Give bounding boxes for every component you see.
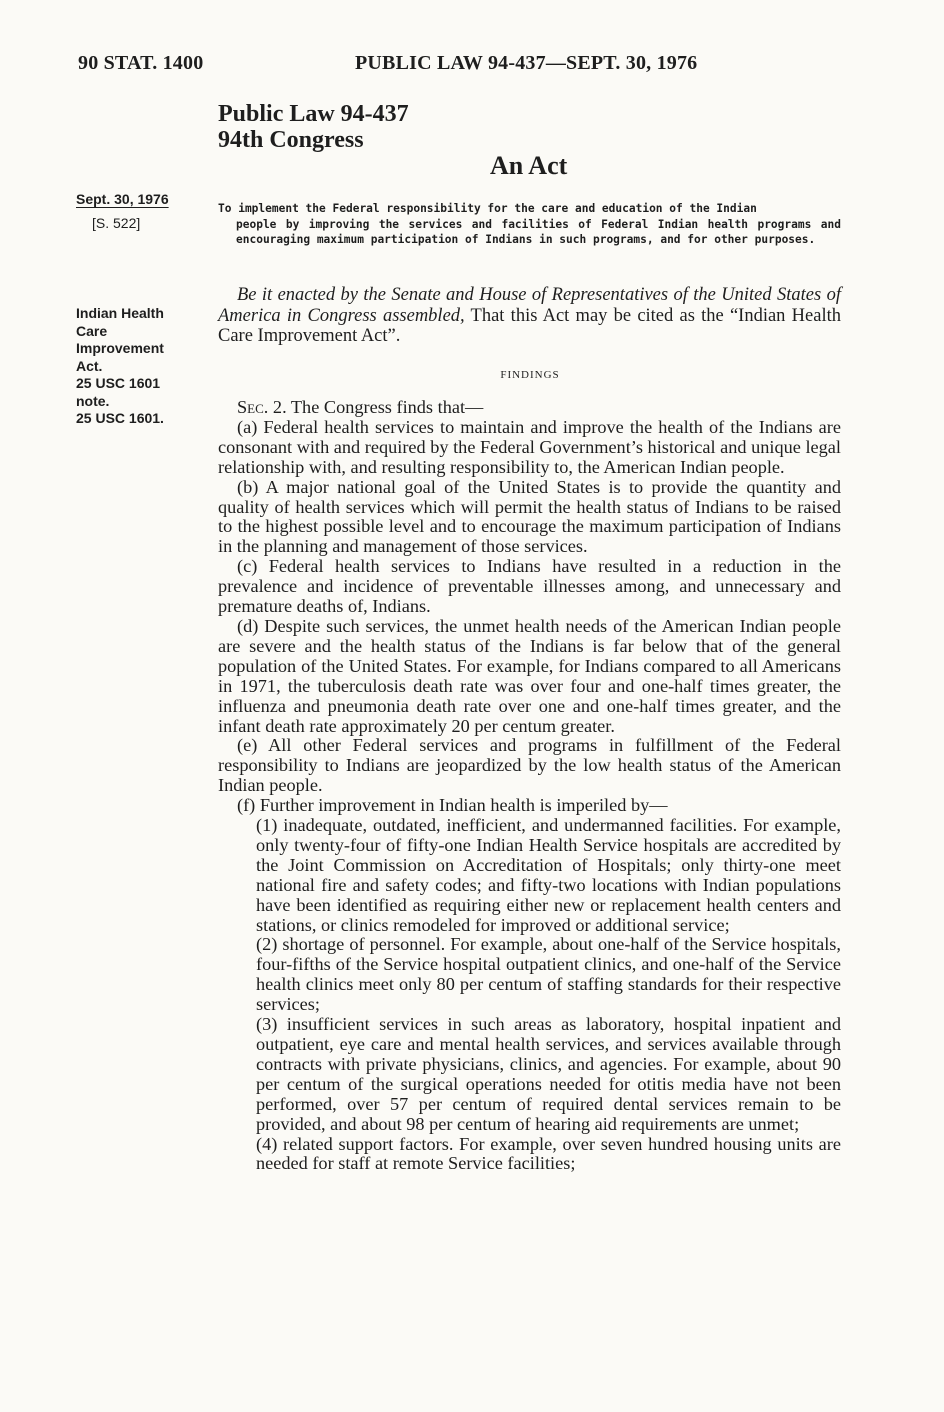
public-law-number: Public Law 94-437 (218, 101, 409, 127)
enacting-clause (218, 285, 841, 347)
margin-note: 25 USC 1601. (76, 410, 164, 426)
margin-notes (76, 305, 206, 428)
margin-note: Indian Health (76, 305, 164, 321)
section-intro-text: 2. The Congress finds that— (268, 397, 484, 417)
section-label: Sec. (237, 397, 269, 417)
finding-b: (b) A major national goal of the United States is to provide the quantity and quality of health services which will permit the health status of Indians to be raised to the highest possible level and to encourage the maximum participation of Indians in the planning and management of those services. (218, 476, 841, 557)
running-header: PUBLIC LAW 94-437—SEPT. 30, 1976 (355, 52, 698, 74)
finding-a: (a) Federal health services to maintain and improve the health of the Indians are consonant with and required by the Federal Government’s historical and unique legal relationship with, and resulting responsibility to, the American Indian people. (218, 416, 841, 477)
act-purpose (218, 201, 841, 248)
act-title: An Act (490, 151, 568, 180)
enacting-formula: Be it enacted by the Senate and House of Representatives of the United States of America in Congress assembled, (218, 285, 841, 326)
finding-d: (d) Despite such services, the unmet health needs of the American Indian people are severe and the health status of the Indians is far below that of the general population of the United States. For example, for Indians compared to all Americans in 1971, the tuberculosis death rate was over four and one-half times greater, the influenza and pneumonia death rate over one and one-half times greater, and the infant death rate approximately 20 per centum greater. (218, 615, 841, 736)
margin-bill-number: [S. 522] (92, 215, 141, 231)
finding-c: (c) Federal health services to Indians have resulted in a reduction in the prevalence and incidence of preventable illnesses among, and unnecessary and premature deaths of, Indians. (218, 556, 841, 617)
purpose-continuation: people by improving the services and facilities of Federal Indian health programs and encouraging maximum participation of Indians in such programs, and for other purposes. (236, 217, 841, 246)
short-title-text: That this Act may be cited as the “Indian Health Care Improvement Act”. (218, 305, 841, 346)
finding-f-1: (1) inadequate, outdated, inefficient, and undermanned facilities. For example, only twenty-four of fifty-one Indian Health Service hospitals are accredited by the Joint Commission on Accreditation of Hospitals; only thirty-one meet national fire and safety codes; and fifty-two locations with Indian populations have been identified as requiring either new or replacement health centers and stations, or clinics remodeled for improved or additional service; (256, 815, 841, 935)
finding-f-3: (3) insufficient services in such areas as laboratory, hospital inpatient and outpatient, eye care and mental health services, and services available through contracts with private physicians, clinics, and agencies. For example, about 90 per centum of the surgical operations needed for otitis media have not been performed, over 57 per centum of required dental services remain to be provided, and about 98 per centum of hearing aid requirements are unmet; (256, 1014, 841, 1134)
margin-date: Sept. 30, 1976 (76, 191, 169, 207)
section-2-body (218, 398, 841, 1174)
margin-note: note. (76, 392, 110, 409)
finding-f: (f) Further improvement in Indian health is imperiled by— (237, 795, 668, 816)
margin-note: Care (76, 322, 108, 339)
section-intro (218, 398, 841, 418)
congress-number: 94th Congress (218, 127, 364, 153)
finding-f-2: (2) shortage of personnel. For example, about one-half of the Service hospitals, four-fifths of the Service hospital outpatient clinics, and one-half of the Service health clinics meet only 80 per centum of staffing standards for their respective services; (256, 934, 841, 1015)
margin-note: Improvement (76, 340, 164, 356)
margin-note: Act. (76, 357, 103, 374)
finding-f-4: (4) related support factors. For example, over seven hundred housing units are needed for staff at remote Service facilities; (256, 1133, 841, 1174)
finding-e: (e) All other Federal services and programs in fulfillment of the Federal responsibility to Indians are jeopardized by the low health status of the American Indian people. (218, 735, 841, 796)
findings-heading: FINDINGS (500, 369, 560, 381)
margin-note: 25 USC 1601 (76, 375, 161, 391)
page-citation: 90 STAT. 1400 (78, 52, 204, 74)
purpose-first-line: To implement the Federal responsibility for the care and education of the Indian (218, 202, 757, 215)
